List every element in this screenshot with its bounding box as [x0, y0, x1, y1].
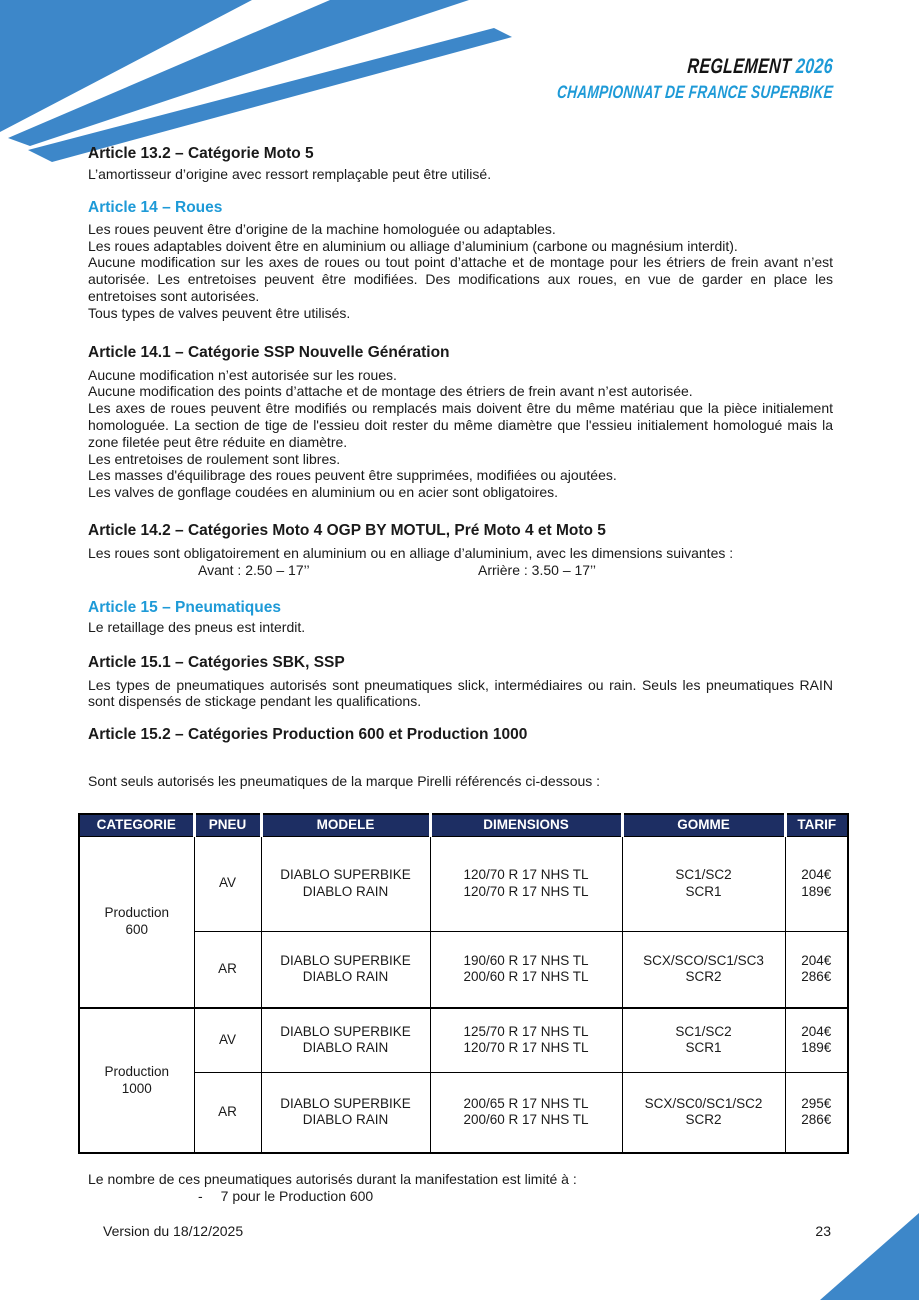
category-label: Production 1000 [104, 1063, 170, 1096]
tyre-cell-tarif [785, 1008, 848, 1072]
cell-line: 189€ [801, 883, 832, 899]
cell-line: DIABLO SUPERBIKE [280, 1023, 411, 1039]
cell-line: 200/60 R 17 NHS TL [463, 969, 589, 985]
article-14-1-paragraph-3: Les axes de roues peuvent être modifiés ou remplacés mais doivent être du même matériau que la pièce initialement homologuée. La section de tige de l'essieu doit rester du même diamètre que l'essieu initialement homologué mais la zone filetée peut être réduite en diamètre. [88, 400, 833, 450]
cell-line: 120/70 R 17 NHS TL [463, 866, 589, 882]
tyre-row-prod600-av [79, 836, 848, 931]
cell-line: 189€ [801, 1040, 832, 1056]
tyre-cell-dimensions [430, 1072, 622, 1153]
tyre-limit-list-item [88, 1188, 833, 1205]
category-label: Production 600 [104, 905, 170, 937]
cell-line: 125/70 R 17 NHS TL [463, 1023, 589, 1039]
tyre-cell-modele [261, 1008, 430, 1072]
tyre-cell-tarif [785, 1072, 848, 1153]
rear-wheel-dimension: Arrière : 3.50 – 17’’ [478, 561, 597, 578]
article-14-paragraph-3: Aucune modification sur les axes de roues ou tout point d’attache et de montage pour les étriers de frein avant n’est autorisée. Les entretoises peuvent être modifiées. Des modifications aux roues, en vue de garder en place les entretoises sont autorisées. [88, 254, 833, 304]
tyre-cell-gomme [622, 1072, 785, 1153]
cell-line: 190/60 R 17 NHS TL [463, 952, 589, 968]
version-date: Version du 18/12/2025 [103, 1222, 244, 1239]
cell-line: 204€ [801, 952, 832, 968]
cell-line: DIABLO RAIN [302, 969, 389, 985]
article-14-heading: Article 14 – Roues [88, 198, 223, 216]
article-13-2-heading: Article 13.2 – Catégorie Moto 5 [88, 145, 314, 162]
cell-line: SCR1 [685, 883, 722, 899]
article-14-paragraph-4: Tous types de valves peuvent être utilisés. [88, 304, 351, 321]
article-14-1-paragraph-5: Les masses d'équilibrage des roues peuvent être supprimées, modifiées ou ajoutées. [88, 467, 617, 484]
article-14-paragraph-2: Les roues adaptables doivent être en aluminium ou alliage d’aluminium (carbone ou magnésium interdit). [88, 237, 738, 254]
tyre-cell-pneu: AR [194, 931, 261, 1008]
cell-line: SC1/SC2 [675, 1023, 732, 1039]
tyre-cell-pneu: AR [194, 1072, 261, 1153]
tyre-cell-dimensions [430, 931, 622, 1008]
cell-line: 286€ [801, 1112, 832, 1128]
tyre-table [78, 813, 849, 1154]
document-content [88, 0, 837, 1240]
tyre-cell-pneu: AV [194, 836, 261, 931]
tyre-cell-tarif [785, 836, 848, 931]
tyre-cell-gomme [622, 931, 785, 1008]
article-14-2-heading: Article 14.2 – Catégories Moto 4 OGP BY MOTUL, Pré Moto 4 et Moto 5 [88, 521, 606, 539]
tyre-header-tarif: TARIF [785, 814, 848, 836]
tyre-cell-gomme [622, 836, 785, 931]
front-wheel-dimension: Avant : 2.50 – 17’’ [198, 561, 310, 578]
article-14-1-paragraph-6: Les valves de gonflage coudées en aluminium ou en acier sont obligatoires. [88, 484, 559, 501]
cell-line: DIABLO SUPERBIKE [280, 952, 411, 968]
article-15-heading: Article 15 – Pneumatiques [88, 598, 281, 616]
cell-line: 204€ [801, 1023, 832, 1039]
cell-line: DIABLO SUPERBIKE [280, 866, 411, 882]
cell-line: SCX/SCO/SC1/SC3 [643, 952, 764, 968]
brand-subtitle-line: CHAMPIONNAT DE FRANCE SUPERBIKE [556, 82, 834, 102]
article-14-1-heading: Article 14.1 – Catégorie SSP Nouvelle Génération [88, 343, 450, 361]
cell-line: DIABLO RAIN [302, 1112, 389, 1128]
tyre-row-prod600-ar [79, 931, 848, 1008]
article-14-paragraph-1: Les roues peuvent être d’origine de la machine homologuée ou adaptables. [88, 220, 556, 237]
cell-line: 286€ [801, 969, 832, 985]
brand-year-text: 2026 [795, 55, 834, 78]
article-14-1-body [88, 367, 833, 501]
article-15-2-paragraph: Sont seuls autorisés les pneumatiques de la marque Pirelli référencés ci-dessous : [88, 773, 601, 790]
cell-line: 295€ [801, 1095, 832, 1111]
cell-line: SC1/SC2 [675, 866, 732, 882]
cell-line: DIABLO RAIN [302, 1040, 389, 1056]
cell-line: 200/65 R 17 NHS TL [463, 1095, 589, 1111]
article-15-paragraph: Le retaillage des pneus est interdit. [88, 618, 306, 635]
article-15-2-heading: Article 15.2 – Catégories Production 600 et Production 1000 [88, 726, 528, 744]
tyre-cell-category-prod1000 [79, 1008, 194, 1153]
cell-line: SCR1 [685, 1040, 722, 1056]
tyre-header-pneu: PNEU [194, 814, 261, 836]
cell-line: SCR2 [685, 1112, 722, 1128]
article-14-2-paragraph: Les roues sont obligatoirement en aluminium ou en alliage d’aluminium, avec les dimensions suivantes : [88, 544, 734, 561]
article-15-1-heading: Article 15.1 – Catégories SBK, SSP [88, 653, 345, 671]
cell-line: DIABLO SUPERBIKE [280, 1095, 411, 1111]
cell-line: DIABLO RAIN [302, 883, 389, 899]
tyre-cell-pneu: AV [194, 1008, 261, 1072]
article-14-1-paragraph-4: Les entretoises de roulement sont libres. [88, 450, 341, 467]
cell-line: SCR2 [685, 969, 722, 985]
article-14-body [88, 221, 833, 322]
tyre-table-header-row [79, 814, 848, 836]
page-number: 23 [815, 1222, 831, 1239]
article-13-2-paragraph: L’amortisseur d’origine avec ressort remplaçable peut être utilisé. [88, 166, 492, 182]
tyre-header-gomme: GOMME [622, 814, 785, 836]
tyre-cell-gomme [622, 1008, 785, 1072]
tyre-cell-modele [261, 931, 430, 1008]
tyre-header-modele: MODELE [261, 814, 430, 836]
article-14-1-paragraph-1: Aucune modification n’est autorisée sur les roues. [88, 366, 397, 383]
tyre-cell-modele [261, 836, 430, 931]
cell-line: 120/70 R 17 NHS TL [463, 883, 589, 899]
page-footer [88, 1223, 833, 1240]
tyre-cell-modele [261, 1072, 430, 1153]
tyre-table-container [88, 813, 837, 1154]
article-15-1-paragraph: Les types de pneumatiques autorisés sont pneumatiques slick, intermédiaires ou rain. Seuls les pneumatiques RAIN sont dispensés de stickage pendant les qualifications. [88, 676, 833, 710]
cell-line: 200/60 R 17 NHS TL [463, 1112, 589, 1128]
tyre-cell-dimensions [430, 1008, 622, 1072]
article-14-1-paragraph-2: Aucune modification des points d’attache et de montage des étriers de frein avant n’est autorisée. [88, 383, 693, 400]
cell-line: 204€ [801, 866, 832, 882]
tyre-header-dimensions: DIMENSIONS [430, 814, 622, 836]
wheel-dimensions-line [88, 562, 833, 579]
list-item-text: 7 pour le Production 600 [220, 1188, 374, 1205]
list-dash: - [198, 1188, 203, 1205]
tyre-cell-tarif [785, 931, 848, 1008]
cell-line: SCX/SC0/SC1/SC2 [644, 1095, 763, 1111]
tyre-cell-dimensions [430, 836, 622, 931]
tyre-row-prod1000-ar [79, 1072, 848, 1153]
tyre-row-prod1000-av [79, 1008, 848, 1072]
tyre-limit-paragraph: Le nombre de ces pneumatiques autorisés durant la manifestation est limité à : [88, 1171, 577, 1188]
tyre-cell-category-prod600 [79, 836, 194, 1008]
brand-reglement-text: REGLEMENT [686, 55, 793, 78]
cell-line: 120/70 R 17 NHS TL [463, 1040, 589, 1056]
tyre-header-categorie: CATEGORIE [79, 814, 194, 836]
